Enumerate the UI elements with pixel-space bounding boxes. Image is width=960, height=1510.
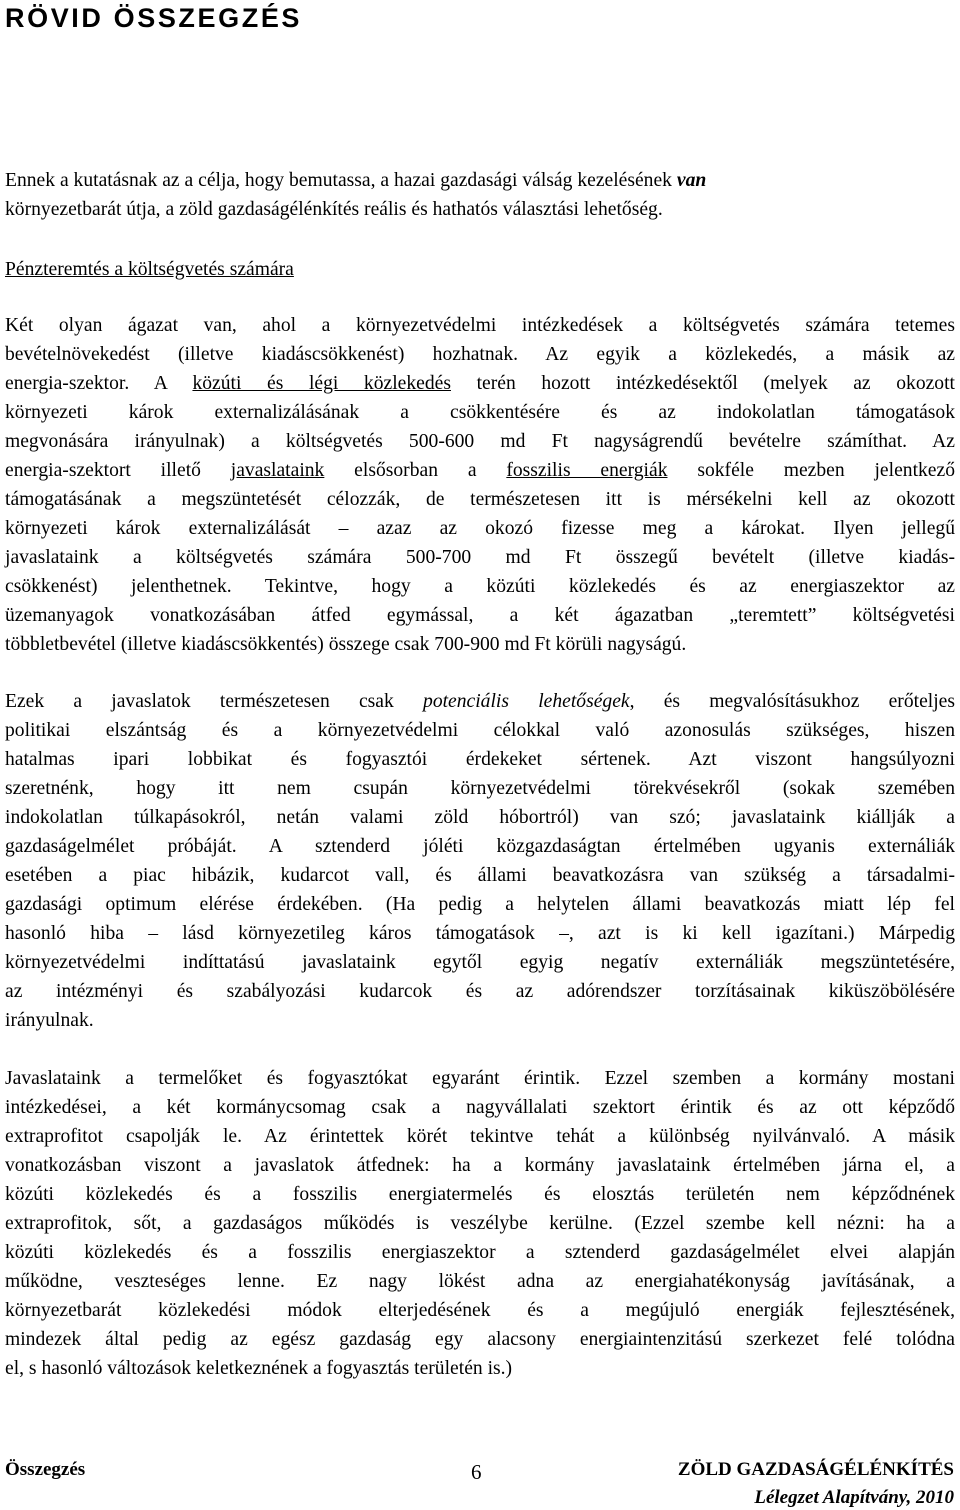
p2-line-6: gazdaságelmélet próbáját. A sztenderd jóléti közgazdaságtan értelmében ugyanis externáliák xyxy=(5,836,955,857)
footer-section-label: Összegzés xyxy=(5,1459,86,1480)
p2-line-8: gazdasági optimum elérése érdekében. (Ha pedig a helytelen állami beavatkozás miatt lép fel xyxy=(5,894,955,915)
p1-line-1: Két olyan ágazat van, ahol a környezetvédelmi intézkedések a költségvetés számára tetemes xyxy=(5,315,955,336)
p3-line-7: közúti közlekedés és a fosszilis energiaszektor a sztenderd gazdaságelmélet elvei alapján xyxy=(5,1242,955,1263)
p1-line-3 xyxy=(5,369,955,398)
p2-line-4: szeretnénk, hogy itt nem csupán környezetvédelmi törekvésekről (sokak szemében xyxy=(5,778,955,799)
intro-emphasis: van xyxy=(676,170,707,191)
p3-line-1: Javaslataink a termelőket és fogyasztókat egyaránt érintik. Ezzel szemben a kormány mostani xyxy=(5,1068,955,1089)
section-heading: Pénzteremtés a költségvetés számára xyxy=(5,259,294,280)
p2-line-1-text-a: Ezek a javaslatok természetesen csak xyxy=(5,691,424,712)
p1-line-4: környezeti károk externalizálásának a csökkentésére és az indokolatlan támogatások xyxy=(5,402,955,423)
p1-line-3-text-b: terén hozott intézkedésektől (melyek az okozott xyxy=(450,373,955,394)
intro-line-1-text: Ennek a kutatásnak az a célja, hogy bemutassa, a hazai gazdasági válság kezelésének xyxy=(5,170,677,191)
page-footer xyxy=(0,1456,960,1509)
page-number: 6 xyxy=(471,1460,482,1484)
p2-line-5: indokolatlan túlkapásokról, netán valami zöld hóbortról) van szó; javaslataink kiállják a xyxy=(5,807,955,828)
footer-organization: Lélegzet Alapítvány, 2010 xyxy=(754,1487,954,1508)
p2-line-1-text-b: , és megvalósításukhoz erőteljes xyxy=(629,691,955,712)
p1-line-6-text-a: energia-szektort illető xyxy=(5,460,231,481)
paragraph-3 xyxy=(5,1064,955,1383)
p1-line-12: többletbevétel (illetve kiadáscsökkentés) összege csak 700-900 md Ft körüli nagyságú. xyxy=(5,634,687,655)
p1-line-10: csökkenést) jelenthetnek. Tekintve, hogy a közúti közlekedés és az energiaszektor az xyxy=(5,576,955,597)
paragraph-2 xyxy=(5,687,955,1035)
footer-publication-title: ZÖLD GAZDASÁGÉLÉNKÍTÉS xyxy=(677,1459,954,1480)
p3-line-5: közúti közlekedés és a fosszilis energiatermelés és elosztás területén nem képződnének xyxy=(5,1184,955,1205)
p1-line-5: megvonására irányulnak) a költségvetés 500-600 md Ft nagyságrendű bevételre számíthat. Az xyxy=(5,431,955,452)
underlined-transport: közúti és légi közlekedés xyxy=(192,373,451,394)
p2-line-1 xyxy=(5,687,955,716)
intro-line-2: környezetbarát útja, a zöld gazdaságélénkítés reális és hathatós választási lehetőség. xyxy=(5,199,663,220)
underlined-proposals: javaslataink xyxy=(230,460,325,481)
paragraph-1 xyxy=(5,311,955,659)
document-title: RÖVID ÖSSZEGZÉS xyxy=(5,3,303,33)
p3-line-9: környezetbarát közlekedési módok elterjedésének és a megújuló energiák fejlesztésének, xyxy=(5,1300,955,1321)
p1-line-2: bevételnövekedést (illetve kiadáscsökkenést) hozhatnak. Az egyik a közlekedés, a másik az xyxy=(5,344,955,365)
p2-line-9: hasonló hiba – lásd környezetileg káros támogatások –, azt is ki kell igazítani.) Márpedig xyxy=(5,923,955,944)
underlined-fossil-energy: fosszilis energiák xyxy=(506,460,668,481)
p1-line-6-text-c: sokféle mezben jelentkező xyxy=(667,460,955,481)
p3-line-8: működne, veszteséges lenne. Ez nagy lökést adna az energiahatékonyság javításának, a xyxy=(5,1271,955,1292)
p1-line-8: környezeti károk externalizálását – azaz az okozó fizesse meg a károkat. Ilyen jellegű xyxy=(5,518,955,539)
p3-line-2: intézkedései, a két kormánycsomag csak a nagyvállalati szektort érintik és az ott képződő xyxy=(5,1097,955,1118)
p2-line-3: hatalmas ipari lobbikat és fogyasztói érdekeket sértenek. Azt viszont hangsúlyozni xyxy=(5,749,955,770)
p1-line-11: üzemanyagok vonatkozásában átfed egymással, a két ágazatban „teremtett” költségvetési xyxy=(5,605,955,626)
p1-line-9: javaslataink a költségvetés számára 500-700 md Ft összegű bevételt (illetve kiadás- xyxy=(5,547,955,568)
p3-line-3: extraprofitot csapolják le. Az érintettek körét tekintve tehát a különbség nyilvánvaló. A másik xyxy=(5,1126,955,1147)
intro-paragraph xyxy=(5,166,955,224)
p2-line-2: politikai elszántság és a környezetvédelmi célokkal való azonosulás szükséges, hiszen xyxy=(5,720,955,741)
italic-potential: potenciális lehetőségek xyxy=(423,691,630,712)
p1-line-6 xyxy=(5,456,955,485)
p2-line-7: esetében a piac hibázik, kudarcot vall, és állami beavatkozásra van szükség a társadalmi- xyxy=(5,865,955,886)
p1-line-7: támogatásának a megszüntetését célozzák, de természetesen itt is mérsékelni kell az okozott xyxy=(5,489,955,510)
p3-line-6: extraprofitok, sőt, a gazdaságos működés is veszélybe kerülne. (Ezzel szembe kell nézni: ha a xyxy=(5,1213,955,1234)
footer-publication xyxy=(678,1458,954,1510)
p3-line-11: el, s hasonló változások keletkeznének a fogyasztás területén is.) xyxy=(5,1358,513,1379)
intro-line-1 xyxy=(5,166,955,195)
p3-line-4: vonatkozásban viszont a javaslatok átfednek: ha a kormány javaslataink értelmében járna el, a xyxy=(5,1155,955,1176)
p3-line-10: mindezek által pedig az egész gazdaság egy alacsony energiaintenzitású szerkezet felé tolódna xyxy=(5,1329,955,1350)
p2-line-10: környezetvédelmi indíttatású javaslataink egytől egyig negatív externáliák megszüntetésére, xyxy=(5,952,955,973)
p2-line-11: az intézményi és szabályozási kudarcok és az adórendszer torzításainak kiküszöbölésére xyxy=(5,981,955,1002)
p2-line-12: irányulnak. xyxy=(5,1010,94,1031)
p1-line-6-text-b: elsősorban a xyxy=(324,460,507,481)
p1-line-3-text-a: energia-szektor. A xyxy=(5,373,193,394)
